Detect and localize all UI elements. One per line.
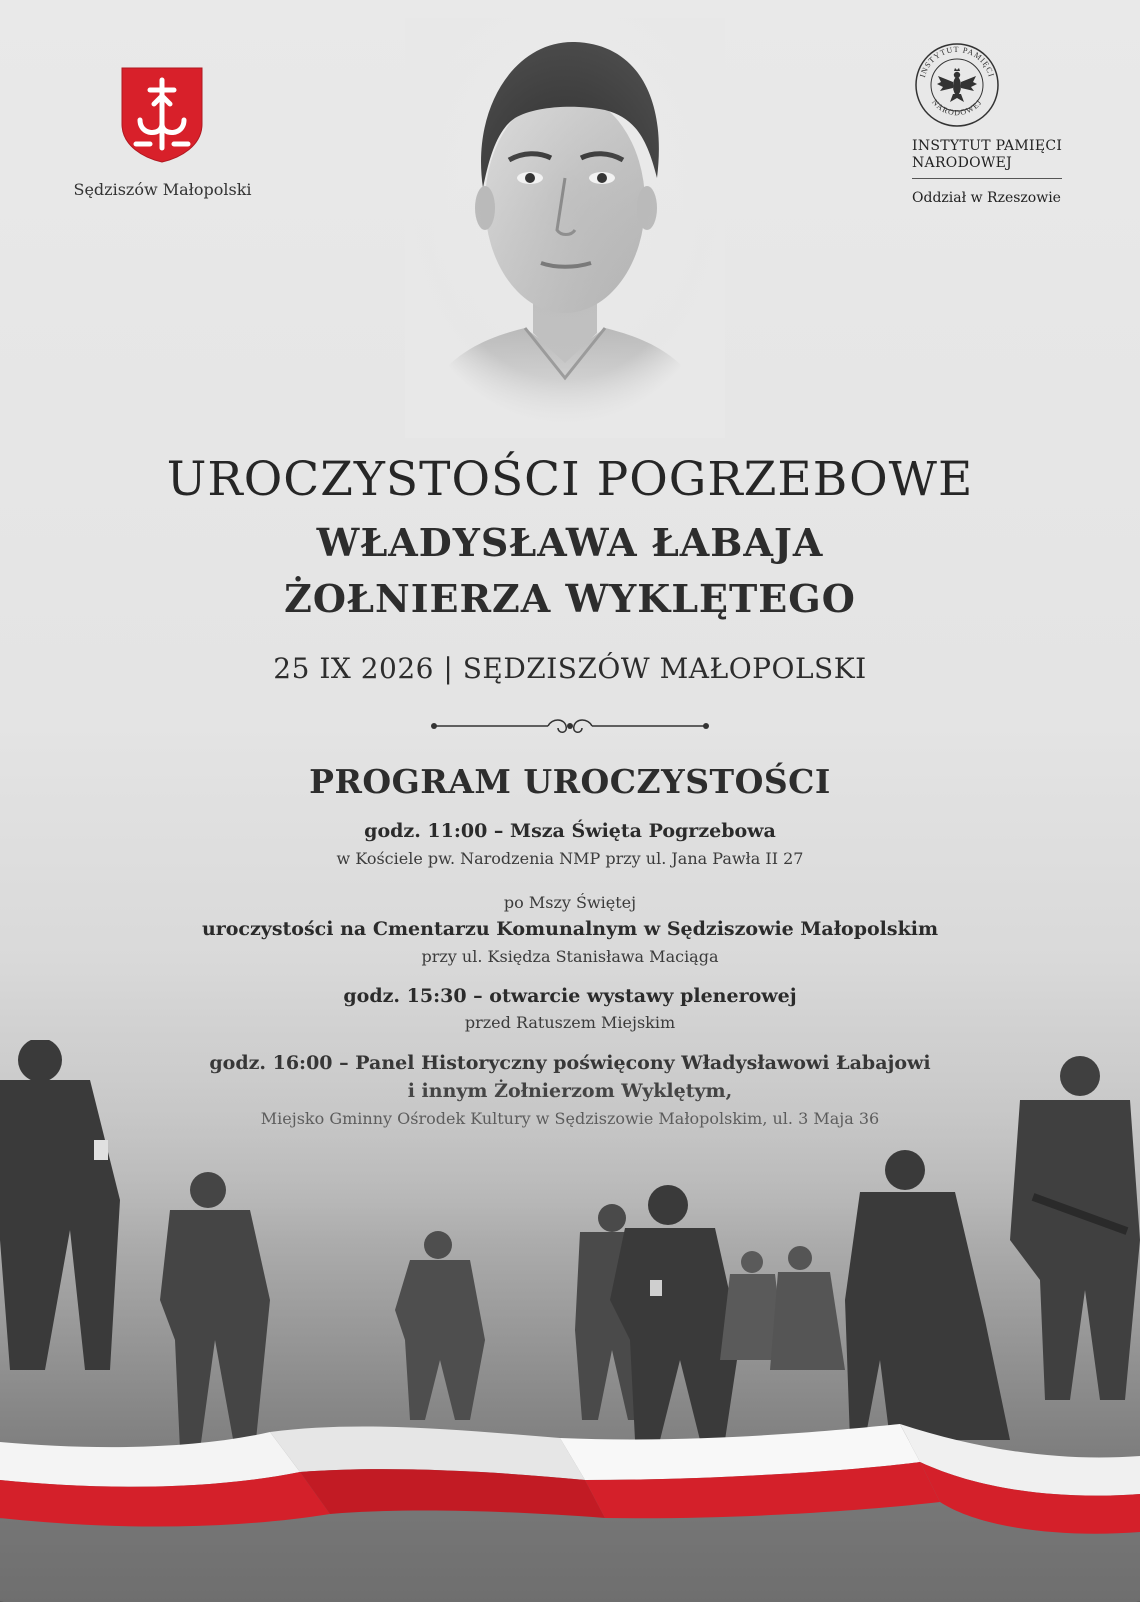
honoree-description: ŻOŁNIERZA WYKLĘTEGO xyxy=(284,576,856,621)
program-item-1-lead: godz. 11:00 – Msza Święta Pogrzebowa xyxy=(364,820,776,842)
ipn-eagle-seal-icon xyxy=(914,42,1000,128)
institute-name-line2: NARODOWEJ xyxy=(912,155,1013,171)
portrait-photo xyxy=(405,18,725,438)
institute-name xyxy=(912,138,1112,172)
date-and-place: 25 IX 2026 | SĘDZISZÓW MAŁOPOLSKI xyxy=(273,652,867,685)
program-item-2-lead: uroczystości na Cmentarzu Komunalnym w Sędziszowie Małopolskim xyxy=(201,918,939,940)
polish-flag-ribbon xyxy=(0,1410,1140,1540)
program-item-1-sub: w Kościele pw. Narodzenia NMP przy ul. Jana Pawła II 27 xyxy=(336,849,804,868)
program-item-2-sub: przy ul. Księdza Stanisława Maciąga xyxy=(421,947,719,966)
honoree-name: WŁADYSŁAWA ŁABAJA xyxy=(316,520,824,565)
institute-branch: Oddział w Rzeszowie xyxy=(912,190,1061,206)
institute-name-line1: INSTYTUT PAMIĘCI xyxy=(912,138,1063,154)
svg-text:INSTYTUT PAMIĘCI: INSTYTUT PAMIĘCI xyxy=(917,44,997,79)
svg-text:NARODOWEJ: NARODOWEJ xyxy=(930,97,984,118)
scroll-ornament-divider xyxy=(430,716,710,736)
program-item-3-sub: przed Ratuszem Miejskim xyxy=(464,1013,676,1032)
program-item-2-pre: po Mszy Świętej xyxy=(503,893,637,912)
program-item-3-lead: godz. 15:30 – otwarcie wystawy plenerowej xyxy=(343,985,797,1007)
program-title: PROGRAM UROCZYSTOŚCI xyxy=(309,762,831,801)
event-title: UROCZYSTOŚCI POGRZEBOWE xyxy=(166,452,974,507)
city-name: Sędziszów Małopolski xyxy=(73,180,252,199)
city-coat-of-arms-icon xyxy=(120,66,204,164)
institute-divider xyxy=(912,178,1062,179)
